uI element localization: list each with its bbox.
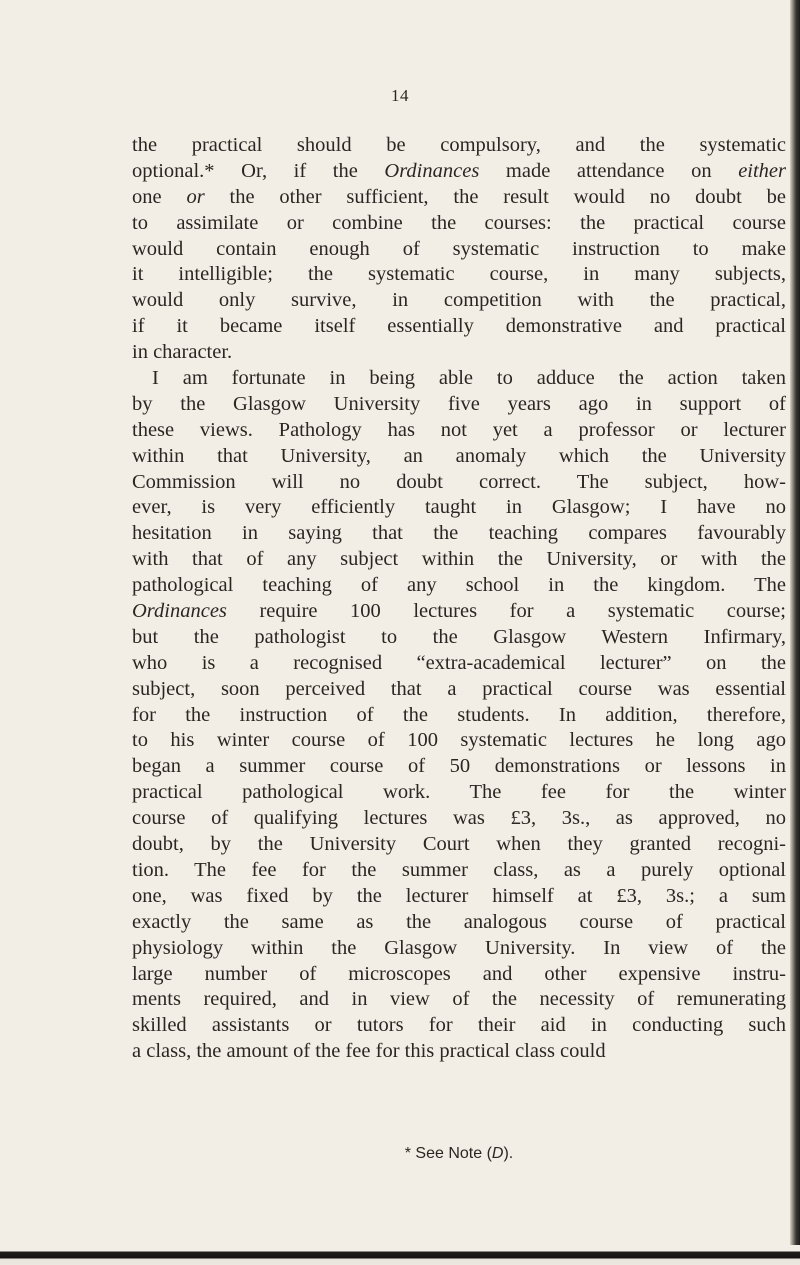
text-run: who is a recognised “extra-academical lecturer” on the: [132, 651, 786, 674]
text-run: exactly the same as the analogous course of practical: [132, 910, 786, 933]
text-line: [132, 211, 786, 237]
text-line: [132, 340, 786, 366]
text-run: but the pathologist to the Glasgow Western Infirmary,: [132, 625, 786, 648]
text-line: [132, 392, 786, 418]
text-line: [132, 884, 786, 910]
italic-text-run: Ordinances: [132, 600, 227, 623]
text-run: would only survive, in competition with the practical,: [132, 289, 786, 312]
text-run: these views. Pathology has not yet a professor or lecturer: [132, 418, 786, 441]
text-run: one, was fixed by the lecturer himself at £3, 3s.; a sum: [132, 884, 786, 907]
text-line: [132, 159, 786, 185]
text-line: [132, 987, 786, 1013]
text-run: began a summer course of 50 demonstrations or lessons in: [132, 755, 786, 778]
text-run: large number of microscopes and other expensive instru-: [132, 962, 786, 985]
text-line: [132, 314, 786, 340]
text-run: a class, the amount of the fee for this practical class could: [132, 1040, 606, 1063]
text-run: by the Glasgow University five years ago in support of: [132, 392, 786, 415]
text-run: one: [132, 185, 187, 208]
text-run: optional.* Or, if the: [132, 159, 385, 182]
text-line: [132, 780, 786, 806]
text-line: [132, 366, 786, 392]
text-line: [132, 521, 786, 547]
text-line: [132, 858, 786, 884]
text-line: [132, 418, 786, 444]
text-run: require 100 lectures for a systematic course;: [226, 600, 786, 623]
text-run: within that University, an anomaly which the University: [132, 444, 786, 467]
text-run: in character.: [132, 341, 233, 364]
text-line: [132, 185, 786, 211]
text-line: [132, 677, 786, 703]
text-run: practical pathological work. The fee for the winter: [132, 781, 786, 804]
text-run: the practical should be compulsory, and the systematic: [132, 134, 786, 156]
italic-text-run: either: [738, 159, 786, 182]
text-run: pathological teaching of any school in the kingdom. The: [132, 574, 786, 597]
text-line: [132, 651, 786, 677]
text-run: hesitation in saying that the teaching compares favourably: [132, 522, 786, 545]
text-run: course of qualifying lectures was £3, 3s., as approved, no: [132, 807, 786, 830]
scan-border: [0, 1245, 800, 1265]
text-line: [132, 728, 786, 754]
text-run: it intelligible; the systematic course, in many subjects,: [132, 263, 786, 286]
text-run: for the instruction of the students. In addition, therefore,: [132, 703, 786, 726]
text-line: [132, 962, 786, 988]
text-run: tion. The fee for the summer class, as a purely optional: [132, 858, 786, 881]
text-run: doubt, by the University Court when they granted recogni-: [132, 833, 786, 856]
text-run: to his winter course of 100 systematic lectures he long ago: [132, 729, 786, 752]
text-run: with that of any subject within the University, or with the: [132, 548, 786, 571]
italic-text-run: Ordinances: [384, 159, 480, 182]
text-line: [132, 1013, 786, 1039]
text-line: [132, 133, 786, 159]
text-run: Commission will no doubt correct. The subject, how-: [132, 470, 786, 493]
italic-text-run: or: [186, 185, 205, 208]
text-run: ever, is very efficiently taught in Glasgow; I have no: [132, 496, 786, 519]
page-number: 14: [391, 86, 409, 105]
text-line: [132, 573, 786, 599]
text-line: [132, 910, 786, 936]
text-line: [132, 495, 786, 521]
text-line: [132, 806, 786, 832]
text-run: subject, soon perceived that a practical course was essential: [132, 677, 786, 700]
text-line: [132, 832, 786, 858]
text-line: [132, 444, 786, 470]
body-text: [132, 133, 786, 1065]
text-run: made attendance on: [479, 159, 739, 182]
text-run: would contain enough of systematic instruction to make: [132, 237, 786, 260]
text-line: [132, 547, 786, 573]
text-run: if it became itself essentially demonstrative and practical: [132, 315, 786, 338]
text-line: [132, 936, 786, 962]
page-edge-shadow: [790, 0, 800, 1265]
text-line: [132, 262, 786, 288]
text-run: to assimilate or combine the courses: the practical course: [132, 211, 786, 234]
text-run: physiology within the Glasgow University. In view of the: [132, 936, 786, 959]
text-line: [132, 237, 786, 263]
text-line: [132, 470, 786, 496]
text-line: [132, 703, 786, 729]
footnote: [0, 1145, 800, 1163]
text-line: [132, 625, 786, 651]
text-run: the other sufficient, the result would no doubt be: [204, 185, 786, 208]
text-run: * See Note (: [404, 1145, 492, 1162]
text-run: I am fortunate in being able to adduce the action taken: [152, 367, 786, 390]
italic-text-run: D: [491, 1145, 504, 1162]
text-line: [132, 288, 786, 314]
text-run: ments required, and in view of the necessity of remunerating: [132, 988, 786, 1011]
text-line: [132, 754, 786, 780]
text-run: ).: [503, 1145, 514, 1162]
text-line: [132, 599, 786, 625]
text-run: skilled assistants or tutors for their aid in conducting such: [132, 1014, 786, 1037]
text-line: [132, 1039, 786, 1065]
